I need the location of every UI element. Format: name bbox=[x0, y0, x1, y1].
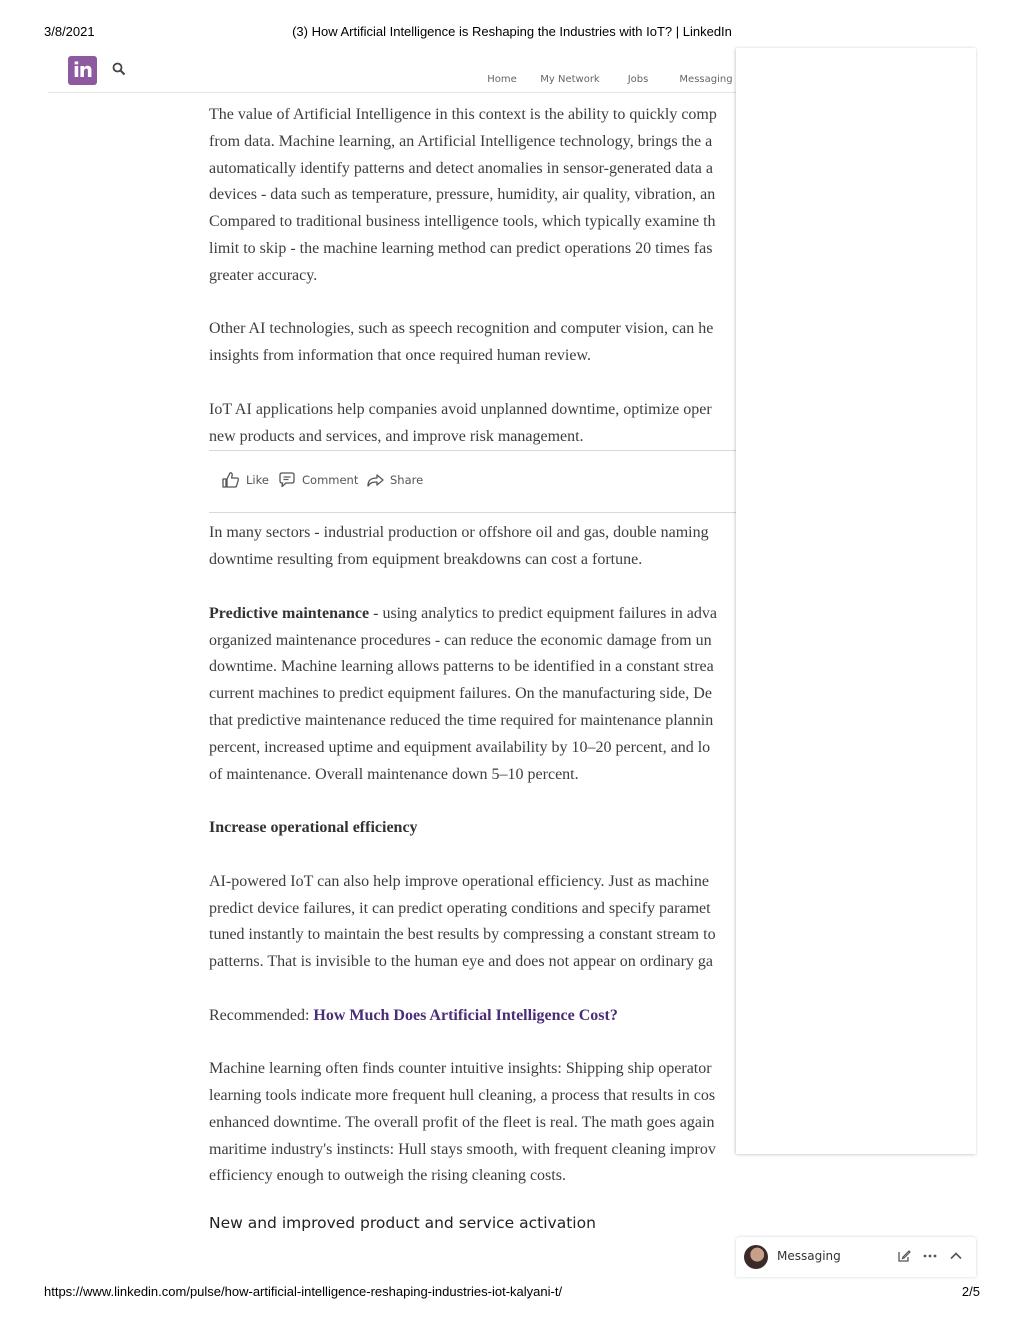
text-line: organized maintenance procedures - can reduce the economic damage from un bbox=[209, 631, 712, 649]
article-body bbox=[209, 102, 736, 1252]
like-label: Like bbox=[246, 473, 269, 487]
social-action-bar bbox=[209, 450, 736, 513]
right-side-panel bbox=[736, 48, 976, 1154]
top-navbar bbox=[48, 48, 738, 93]
text-line: Compared to traditional business intelligence tools, which typically examine th bbox=[209, 213, 716, 231]
thumbs-up-icon bbox=[221, 470, 241, 490]
text-line: from data. Machine learning, an Artificial Intelligence technology, brings the a bbox=[209, 132, 713, 150]
print-url: https://www.linkedin.com/pulse/how-artificial-intelligence-reshaping-industries-iot-kalyani-t/ bbox=[44, 1284, 563, 1299]
section-subheading: New and improved product and service activation bbox=[209, 1214, 596, 1233]
comment-icon bbox=[277, 470, 297, 490]
text-line: In many sectors - industrial production or offshore oil and gas, double naming bbox=[209, 524, 709, 542]
text-line: maritime industry's instincts: Hull stays smooth, with frequent cleaning improv bbox=[209, 1140, 716, 1158]
linkedin-logo[interactable]: in bbox=[68, 56, 97, 85]
more-options-icon[interactable] bbox=[922, 1248, 938, 1264]
text-line bbox=[209, 601, 736, 628]
text-line: The value of Artificial Intelligence in this context is the ability to quickly comp bbox=[209, 106, 717, 123]
text-line: downtime resulting from equipment breakdowns can cost a fortune. bbox=[209, 551, 643, 569]
text-line: devices - data such as temperature, pressure, humidity, air quality, vibration, an bbox=[209, 186, 716, 204]
text-line: that predictive maintenance reduced the time required for maintenance plannin bbox=[209, 711, 714, 729]
text-line: insights from information that once required human review. bbox=[209, 347, 591, 365]
nav-item-messaging[interactable]: Messaging bbox=[679, 74, 733, 85]
paragraph-ai-value bbox=[209, 102, 736, 290]
search-icon[interactable] bbox=[112, 62, 126, 76]
text-line: Other AI technologies, such as speech recognition and computer vision, can he bbox=[209, 320, 714, 338]
text-line: enhanced downtime. The overall profit of the fleet is real. The math goes again bbox=[209, 1113, 715, 1131]
text-line: downtime. Machine learning allows patterns to be identified in a constant strea bbox=[209, 658, 714, 676]
compose-icon[interactable] bbox=[896, 1248, 912, 1264]
like-button[interactable] bbox=[221, 470, 269, 490]
recommended-line bbox=[209, 1003, 736, 1030]
nav-item-my-network[interactable]: My Network bbox=[540, 74, 600, 85]
text-line: predict device failures, it can predict operating conditions and specify paramet bbox=[209, 899, 711, 917]
share-arrow-icon bbox=[365, 470, 385, 490]
nav-item-home[interactable]: Home bbox=[487, 74, 517, 85]
comment-button[interactable] bbox=[277, 470, 358, 490]
text-line: percent, increased uptime and equipment availability by 10–20 percent, and lo bbox=[209, 738, 711, 756]
text-line: learning tools indicate more frequent hull cleaning, a process that results in cos bbox=[209, 1087, 716, 1105]
text-line: tuned instantly to maintain the best results by compressing a constant stream to bbox=[209, 926, 716, 944]
section-heading-efficiency: Increase operational efficiency bbox=[209, 819, 418, 837]
print-page-number: 2/5 bbox=[961, 1284, 980, 1299]
text-line: current machines to predict equipment failures. On the manufacturing side, De bbox=[209, 685, 712, 703]
text-line: new products and services, and improve risk management. bbox=[209, 427, 584, 445]
text-line: AI-powered IoT can also help improve operational efficiency. Just as machine bbox=[209, 872, 709, 890]
messaging-bar[interactable] bbox=[736, 1237, 976, 1277]
messaging-label: Messaging bbox=[777, 1249, 841, 1263]
text-line: Machine learning often finds counter intuitive insights: Shipping ship operator bbox=[209, 1060, 712, 1078]
print-title: (3) How Artificial Intelligence is Reshaping the Industries with IoT? | LinkedIn bbox=[292, 24, 732, 39]
comment-label: Comment bbox=[302, 473, 359, 487]
paragraph-iot-applications bbox=[209, 397, 736, 451]
text-line: patterns. That is invisible to the human eye and does not appear on ordinary ga bbox=[209, 953, 714, 971]
text-line: of maintenance. Overall maintenance down 5–10 percent. bbox=[209, 765, 579, 783]
paragraph-sectors bbox=[209, 520, 736, 574]
share-button[interactable] bbox=[365, 470, 423, 490]
text-line: IoT AI applications help companies avoid unplanned downtime, optimize oper bbox=[209, 400, 712, 418]
text-line: greater accuracy. bbox=[209, 266, 318, 284]
text-line: limit to skip - the machine learning method can predict operations 20 times fas bbox=[209, 239, 713, 257]
print-header bbox=[0, 24, 1024, 42]
share-label: Share bbox=[390, 473, 424, 487]
recommended-label: Recommended: bbox=[209, 1006, 314, 1024]
avatar[interactable] bbox=[744, 1245, 768, 1269]
bold-term: Predictive maintenance bbox=[209, 604, 370, 622]
text-line: automatically identify patterns and detect anomalies in sensor-generated data a bbox=[209, 159, 713, 177]
text-line: efficiency enough to outweigh the rising cleaning costs. bbox=[209, 1167, 566, 1185]
print-date: 3/8/2021 bbox=[44, 24, 95, 39]
chevron-up-icon[interactable] bbox=[948, 1248, 964, 1264]
nav-items bbox=[468, 74, 740, 85]
paragraph-predictive-maintenance bbox=[209, 601, 736, 789]
paragraph-operational-efficiency bbox=[209, 869, 736, 976]
paragraph-other-ai bbox=[209, 316, 736, 370]
recommended-link[interactable]: How Much Does Artificial Intelligence Cost? bbox=[313, 1006, 618, 1024]
text-span: - using analytics to predict equipment failures in adva bbox=[369, 604, 718, 622]
paragraph-machine-learning bbox=[209, 1056, 736, 1190]
nav-item-jobs[interactable]: Jobs bbox=[627, 74, 649, 85]
